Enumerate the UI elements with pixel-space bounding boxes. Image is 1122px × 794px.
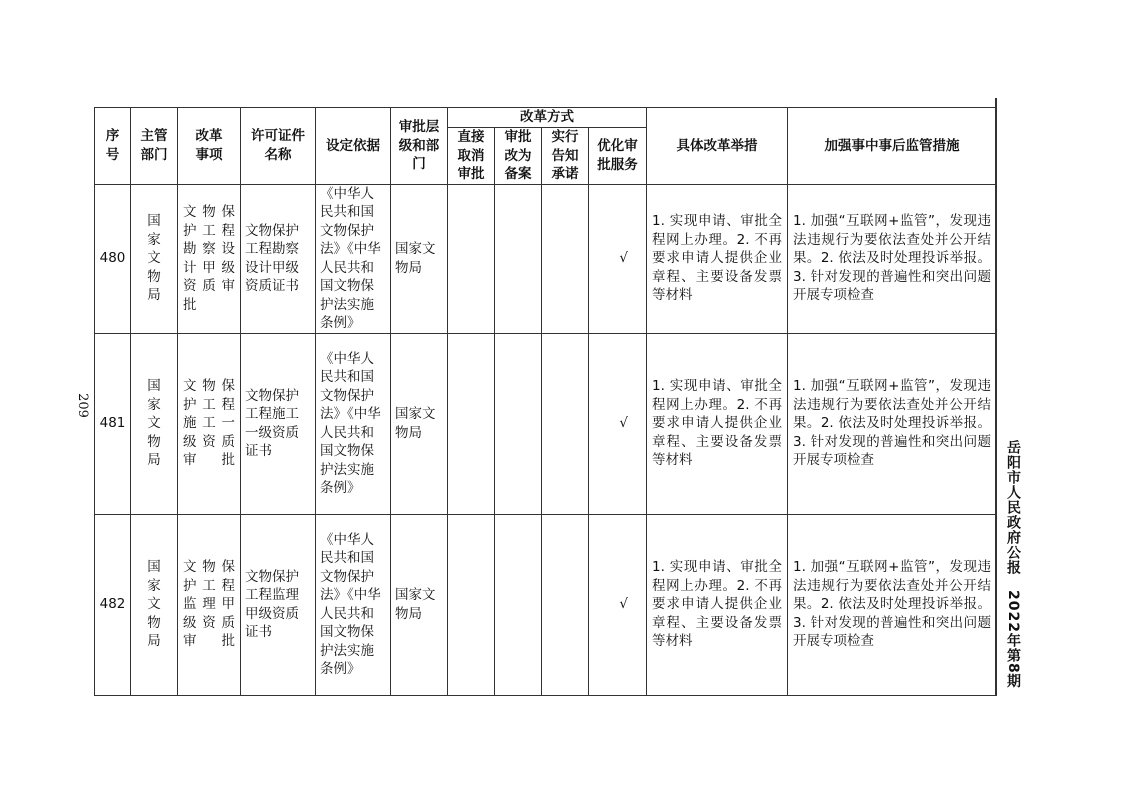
row-license: 文物保护工程监理甲级资质证书	[241, 514, 316, 695]
row-method-cancel	[448, 333, 495, 514]
header-item: 改革事项	[178, 108, 241, 185]
row-method-optimize: √	[589, 333, 647, 514]
row-basis: 《中华人民共和国文物保护法》《中华人民共和国文物保护法实施条例》	[316, 514, 391, 695]
right-margin-rule	[995, 98, 997, 696]
bulletin-side-title: 岳阳市人民政府公报 2022年第8期	[1005, 440, 1021, 689]
header-method-promise: 实行告知承诺	[542, 128, 589, 185]
row-item: 文物保护工程施工一级资质审批	[178, 333, 241, 514]
table-row	[95, 333, 997, 514]
row-basis: 《中华人民共和国文物保护法》《中华人民共和国文物保护法实施条例》	[316, 184, 391, 333]
row-measures: 1. 实现申请、审批全程网上办理。2. 不再要求申请人提供企业章程、主要设备发票等材料	[647, 184, 788, 333]
row-method-optimize: √	[589, 514, 647, 695]
header-license: 许可证件名称	[241, 108, 316, 185]
row-method-cancel	[448, 514, 495, 695]
row-method-record	[495, 333, 542, 514]
header-method-record: 审批改为备案	[495, 128, 542, 185]
row-measures: 1. 实现申请、审批全程网上办理。2. 不再要求申请人提供企业章程、主要设备发票等材料	[647, 333, 788, 514]
row-seq: 480	[95, 184, 131, 333]
header-measures: 具体改革举措	[647, 108, 788, 185]
header-method-group: 改革方式	[448, 108, 647, 128]
row-level: 国家文物局	[391, 184, 448, 333]
row-method-record	[495, 514, 542, 695]
header-method-cancel: 直接取消审批	[448, 128, 495, 185]
header-basis: 设定依据	[316, 108, 391, 185]
reform-table	[94, 107, 997, 696]
row-item: 文物保护工程勘察设计甲级资质审批	[178, 184, 241, 333]
header-supervision: 加强事中事后监管措施	[788, 108, 997, 185]
row-item: 文物保护工程监理甲级资质审批	[178, 514, 241, 695]
row-method-promise	[542, 184, 589, 333]
row-method-cancel	[448, 184, 495, 333]
row-license: 文物保护工程勘察设计甲级资质证书	[241, 184, 316, 333]
row-supervision: 1. 加强“互联网+监管”，发现违法违规行为要依法查处并公开结果。2. 依法及时处理投诉举报。3. 针对发现的普遍性和突出问题开展专项检查	[788, 184, 997, 333]
row-seq: 481	[95, 333, 131, 514]
row-level: 国家文物局	[391, 514, 448, 695]
row-measures: 1. 实现申请、审批全程网上办理。2. 不再要求申请人提供企业章程、主要设备发票等材料	[647, 514, 788, 695]
row-method-optimize: √	[589, 184, 647, 333]
row-method-promise	[542, 514, 589, 695]
row-method-record	[495, 184, 542, 333]
row-method-promise	[542, 333, 589, 514]
row-basis: 《中华人民共和国文物保护法》《中华人民共和国文物保护法实施条例》	[316, 333, 391, 514]
row-license: 文物保护工程施工一级资质证书	[241, 333, 316, 514]
table-row	[95, 184, 997, 333]
table-row	[95, 514, 997, 695]
row-level: 国家文物局	[391, 333, 448, 514]
row-seq: 482	[95, 514, 131, 695]
row-dept: 国家文物局	[131, 184, 178, 333]
header-level: 审批层级和部门	[391, 108, 448, 185]
page-number: 209	[74, 393, 90, 418]
row-supervision: 1. 加强“互联网+监管”，发现违法违规行为要依法查处并公开结果。2. 依法及时处理投诉举报。3. 针对发现的普遍性和突出问题开展专项检查	[788, 333, 997, 514]
row-supervision: 1. 加强“互联网+监管”，发现违法违规行为要依法查处并公开结果。2. 依法及时处理投诉举报。3. 针对发现的普遍性和突出问题开展专项检查	[788, 514, 997, 695]
row-dept: 国家文物局	[131, 333, 178, 514]
header-seq: 序号	[95, 108, 131, 185]
header-method-optimize: 优化审批服务	[589, 128, 647, 185]
row-dept: 国家文物局	[131, 514, 178, 695]
header-dept: 主管部门	[131, 108, 178, 185]
